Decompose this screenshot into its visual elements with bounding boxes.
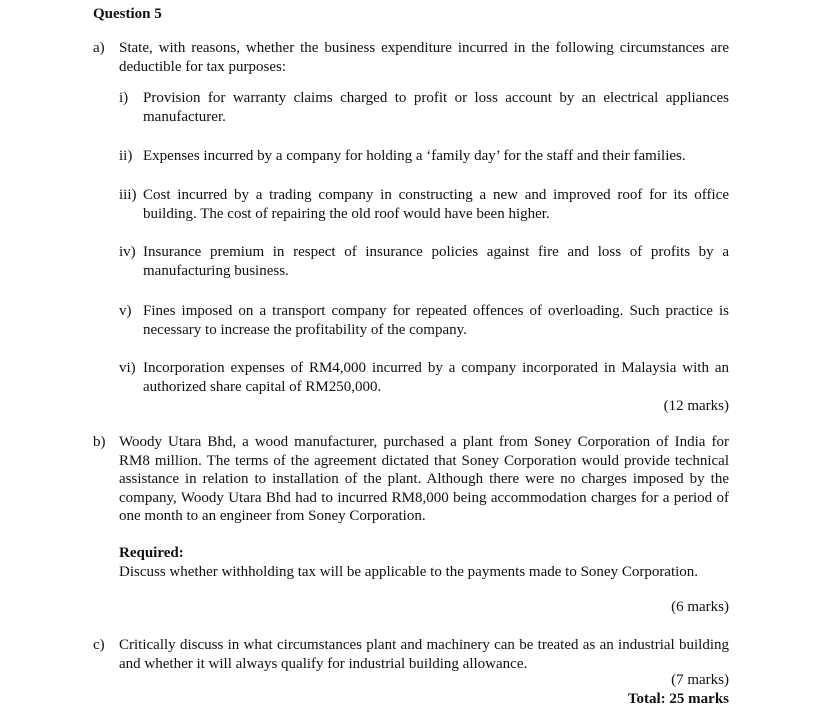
item-label: iii) [119,187,137,203]
part-c-text: Critically discuss in what circumstances plant and machinery can be treated as an industrial building and whether it will always qualify for industrial building allowance. [119,637,729,672]
part-b-label: b) [93,434,106,450]
question-title: Question 5 [93,6,162,22]
item-text: Cost incurred by a trading company in constructing a new and improved roof for its office building. The cost of repairing the old roof would have been higher. [143,187,729,222]
item-text: Insurance premium in respect of insurance policies against fire and loss of profits by a manufacturing business. [143,244,729,279]
required-heading: Required: [119,545,184,561]
total-marks: Total: 25 marks [627,691,729,707]
item-label: i) [119,90,129,106]
part-a-text: State, with reasons, whether the business expenditure incurred in the following circumstances are deductible for tax purposes: [119,40,729,75]
part-a-marks: (12 marks) [663,398,729,414]
part-a-label: a) [93,40,105,56]
part-b-marks: (6 marks) [671,599,729,615]
item-text: Provision for warranty claims charged to profit or loss account by an electrical appliances manufacturer. [143,90,729,125]
item-text: Incorporation expenses of RM4,000 incurred by a company incorporated in Malaysia with an authorized share capital of RM250,000. [143,360,729,395]
part-b-text: Woody Utara Bhd, a wood manufacturer, purchased a plant from Soney Corporation of India for RM8 million. The terms of the agreement dictated that Soney Corporation would provide technical assistance in relation to installation of the plant. Although there were no charges imposed by the company, Woody Utara Bhd had to incurred RM8,000 being accommodation charges for a period of one month to an engineer from Soney Corporation. [119,434,729,524]
item-label: vi) [119,360,136,376]
item-label: iv) [119,244,136,260]
item-label: v) [119,303,132,319]
part-c-marks: (7 marks) [671,672,729,688]
required-text: Discuss whether withholding tax will be applicable to the payments made to Soney Corporation. [119,564,699,580]
part-c-label: c) [93,637,105,653]
item-text: Expenses incurred by a company for holding a ‘family day’ for the staff and their families. [143,148,686,164]
item-label: ii) [119,148,133,164]
item-text: Fines imposed on a transport company for repeated offences of overloading. Such practice is necessary to increase the profitability of the company. [143,303,729,338]
